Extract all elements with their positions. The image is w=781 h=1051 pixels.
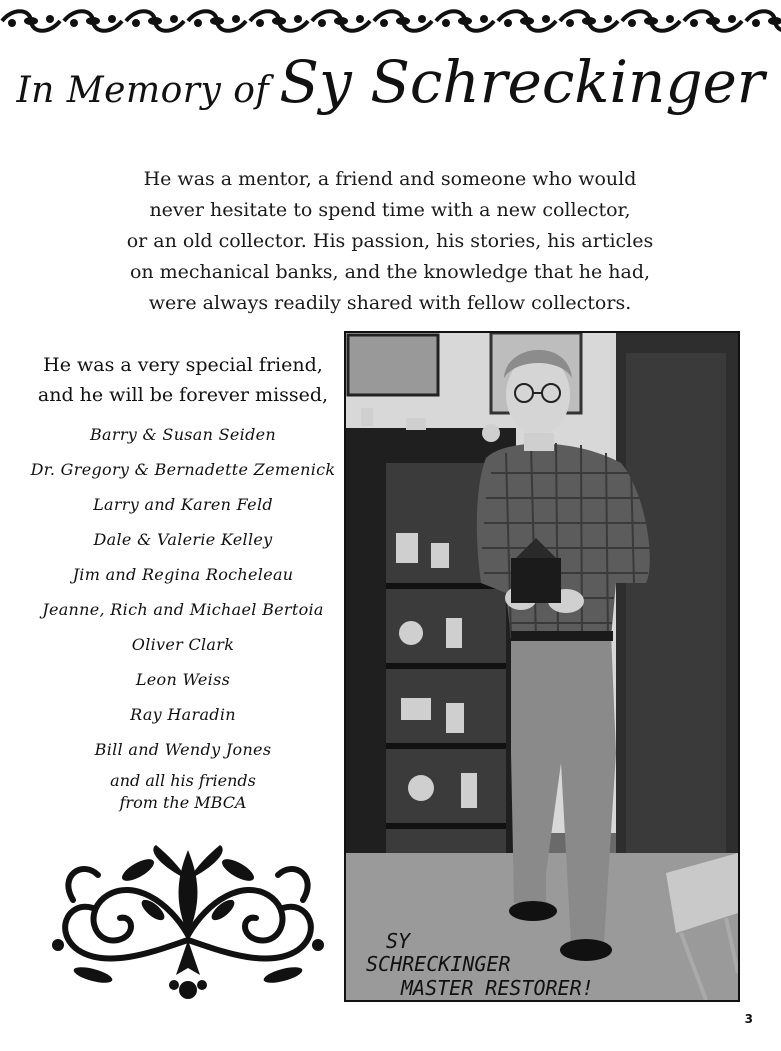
page-number: 3 bbox=[744, 1012, 753, 1026]
border-scroll-motif bbox=[374, 11, 432, 31]
border-scroll-motif bbox=[312, 11, 370, 31]
border-scroll-motif bbox=[126, 11, 184, 31]
tribute-name: Larry and Karen Feld bbox=[93, 495, 273, 514]
intro-line: on mechanical banks, and the knowledge that he had, bbox=[129, 261, 651, 283]
border-scroll-motif bbox=[64, 11, 122, 31]
intro-line: never hesitate to spend time with a new collector, bbox=[149, 199, 631, 221]
signature-line: SY bbox=[386, 929, 411, 953]
tribute-name: Dale & Valerie Kelley bbox=[93, 530, 273, 549]
signature-line: MASTER RESTORER! bbox=[401, 976, 594, 1000]
tribute-names-list bbox=[18, 420, 348, 770]
tribute-name: Jim and Regina Rocheleau bbox=[72, 565, 294, 584]
title-prefix: In Memory of bbox=[16, 70, 270, 111]
wall-picture bbox=[348, 335, 438, 395]
border-scroll-motif bbox=[498, 11, 556, 31]
border-scroll-motif bbox=[560, 11, 618, 31]
tribute-name: Dr. Gregory & Bernadette Zemenick bbox=[30, 460, 336, 479]
tribute-lead-line: He was a very special friend, bbox=[43, 354, 323, 376]
border-scroll-motif bbox=[684, 11, 742, 31]
tribute-lead-line: and he will be forever missed, bbox=[37, 384, 329, 406]
intro-line: were always readily shared with fellow collectors. bbox=[148, 292, 632, 314]
border-scroll-motif bbox=[188, 11, 246, 31]
tribute-name: Leon Weiss bbox=[135, 670, 231, 689]
top-scroll-border bbox=[0, 6, 781, 36]
tribute-name: Ray Haradin bbox=[130, 705, 236, 724]
flourish-ornament bbox=[38, 840, 338, 1005]
tribute-closing-line: from the MBCA bbox=[119, 793, 247, 812]
tribute-name: Barry & Susan Seiden bbox=[89, 425, 276, 444]
border-scroll-motif bbox=[622, 11, 680, 31]
page-title bbox=[0, 48, 781, 116]
border-scroll-motif bbox=[250, 11, 308, 31]
tribute-name: Bill and Wendy Jones bbox=[94, 740, 272, 759]
mechanical-bank bbox=[511, 558, 561, 603]
signature-line: SCHRECKINGER bbox=[366, 952, 511, 976]
border-scroll-motif bbox=[2, 11, 60, 31]
tribute-name: Jeanne, Rich and Michael Bertoia bbox=[42, 600, 324, 619]
intro-paragraph bbox=[110, 164, 670, 319]
tribute-closing-line: and all his friends bbox=[110, 771, 256, 790]
border-scroll-motif bbox=[746, 11, 781, 31]
border-scroll-motif bbox=[436, 11, 494, 31]
memorial-photo bbox=[344, 331, 740, 1002]
intro-line: or an old collector. His passion, his stories, his articles bbox=[126, 230, 654, 252]
intro-line: He was a mentor, a friend and someone who would bbox=[143, 168, 637, 190]
tribute-column bbox=[18, 350, 348, 814]
tribute-name: Oliver Clark bbox=[131, 635, 235, 654]
title-name: Sy Schreckinger bbox=[279, 48, 765, 116]
